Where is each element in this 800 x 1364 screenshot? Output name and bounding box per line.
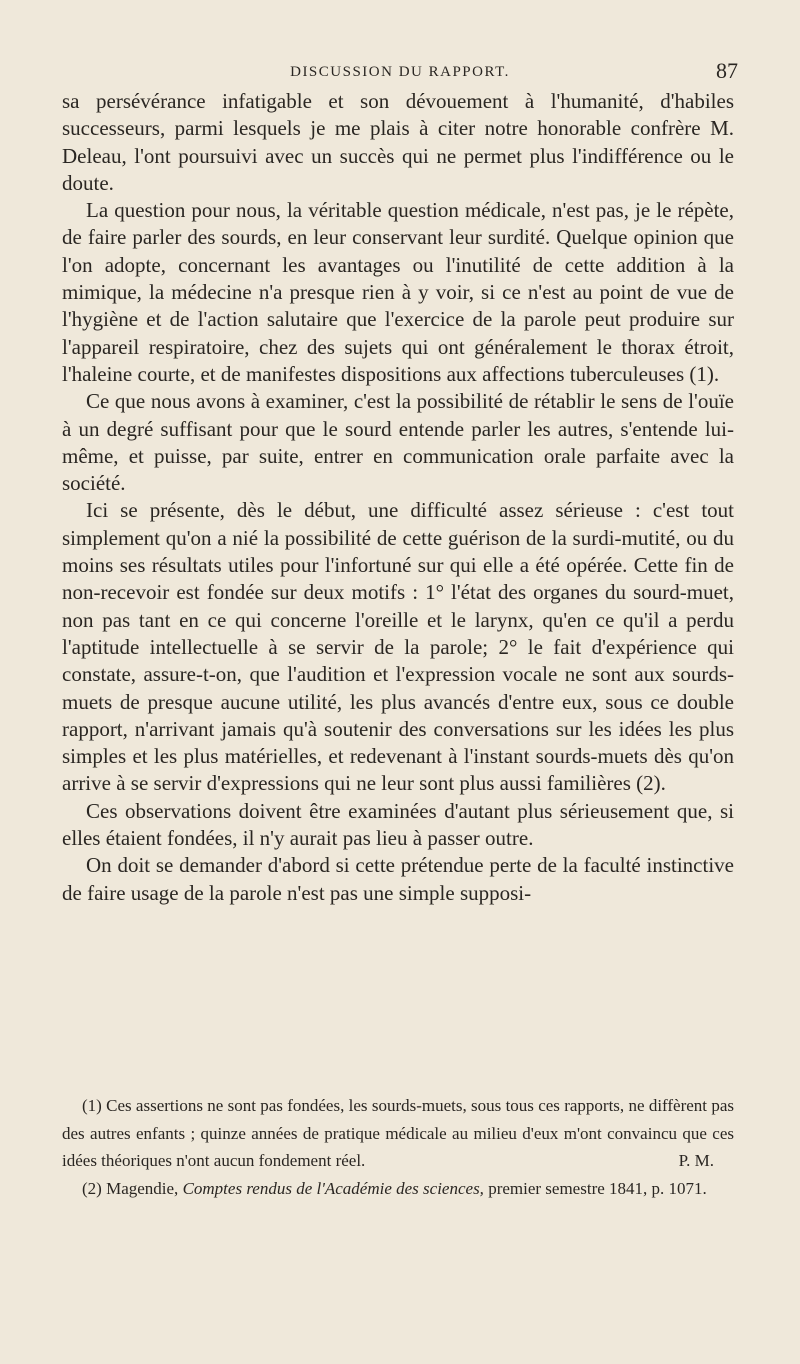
footnote-1-text: (1) Ces assertions ne sont pas fondées, les sourds-muets, sous tous ces rapports, ne diffèrent pas des autres enfants ; quinze années de pratique médicale au milieu d'eux m'ont convaincu que ces idées théoriques n'ont aucun fondement réel. [62,1096,734,1170]
footnote-2-prefix: (2) Magendie, [82,1178,179,1198]
footnote-2-suffix: premier semestre 1841, p. 1071. [488,1178,707,1198]
running-title: DISCUSSION DU RAPPORT. [290,64,510,80]
footnote-2-title: Comptes rendus de l'Académie des sciences, [182,1178,484,1198]
paragraph-6: On doit se demander d'abord si cette prétendue perte de la faculté instinctive de faire usage de la parole n'est pas une simple supposi- [62,853,734,905]
footnote-1 [62,1092,734,1175]
paragraph-3: Ce que nous avons à examiner, c'est la possibilité de rétablir le sens de l'ouïe à un degré suffisant pour que le sourd entende parler les autres, s'entende lui-même, et puisse, par suite, entrer en communication orale parfaite avec la société. [62,389,734,496]
footnote-2 [62,1175,734,1203]
footnote-1-signature: P. M. [678,1151,714,1170]
running-head [62,58,738,88]
page-number: 87 [716,58,738,83]
paragraph-1: sa persévérance infatigable et son dévouement à l'humanité, d'habiles successeurs, parmi lesquels je me plais à citer notre honorable confrère M. Deleau, l'ont poursuivi avec un succès qui ne permet plus l'indifférence ou le doute. [62,89,734,195]
paragraph-4: Ici se présente, dès le début, une difficulté assez sérieuse : c'est tout simplement qu'on a nié la possibilité de cette guérison de la surdi-mutité, ou du moins ses résultats utiles pour l'infortuné sur qui elle a été opérée. Cette fin de non-recevoir est fondée sur deux motifs : 1° l'état des organes du sourd-muet, non pas tant en ce qui concerne l'oreille et le larynx, qu'en ce qu'il a perdu l'aptitude intellectuelle à se servir de la parole; 2° le fait d'expérience qui constate, assure-t-on, que l'audition et l'expression vocale ne sont aux sourds-muets de presque aucune utilité, les plus avancés d'entre eux, sous ce double rapport, n'arrivant jamais qu'à soutenir des conversations sur les idées les plus simples et les plus matérielles, et redevenant à l'instant sourds-muets dès qu'on arrive à se servir d'expressions qui ne leur sont plus aussi familières (2). [62,498,734,796]
footnotes [62,1092,734,1202]
body-text [62,88,734,907]
paragraph-5: Ces observations doivent être examinées d'autant plus sérieusement que, si elles étaient fondées, il n'y aurait pas lieu à passer outre. [62,798,734,851]
paragraph-2: La question pour nous, la véritable question médicale, n'est pas, je le répète, de faire parler des sourds, en leur conservant leur surdité. Quelque opinion que l'on adopte, concernant les avantages ou l'inutilité de cette addition à la mimique, la médecine n'a presque rien à y voir, si ce n'est au point de vue de l'hygiène et de l'action salutaire que l'exercice de la parole peut produire sur l'appareil respiratoire, chez des sujets qui ont généralement le thorax étroit, l'haleine courte, et de manifestes dispositions aux affections tuberculeuses (1). [62,198,734,386]
